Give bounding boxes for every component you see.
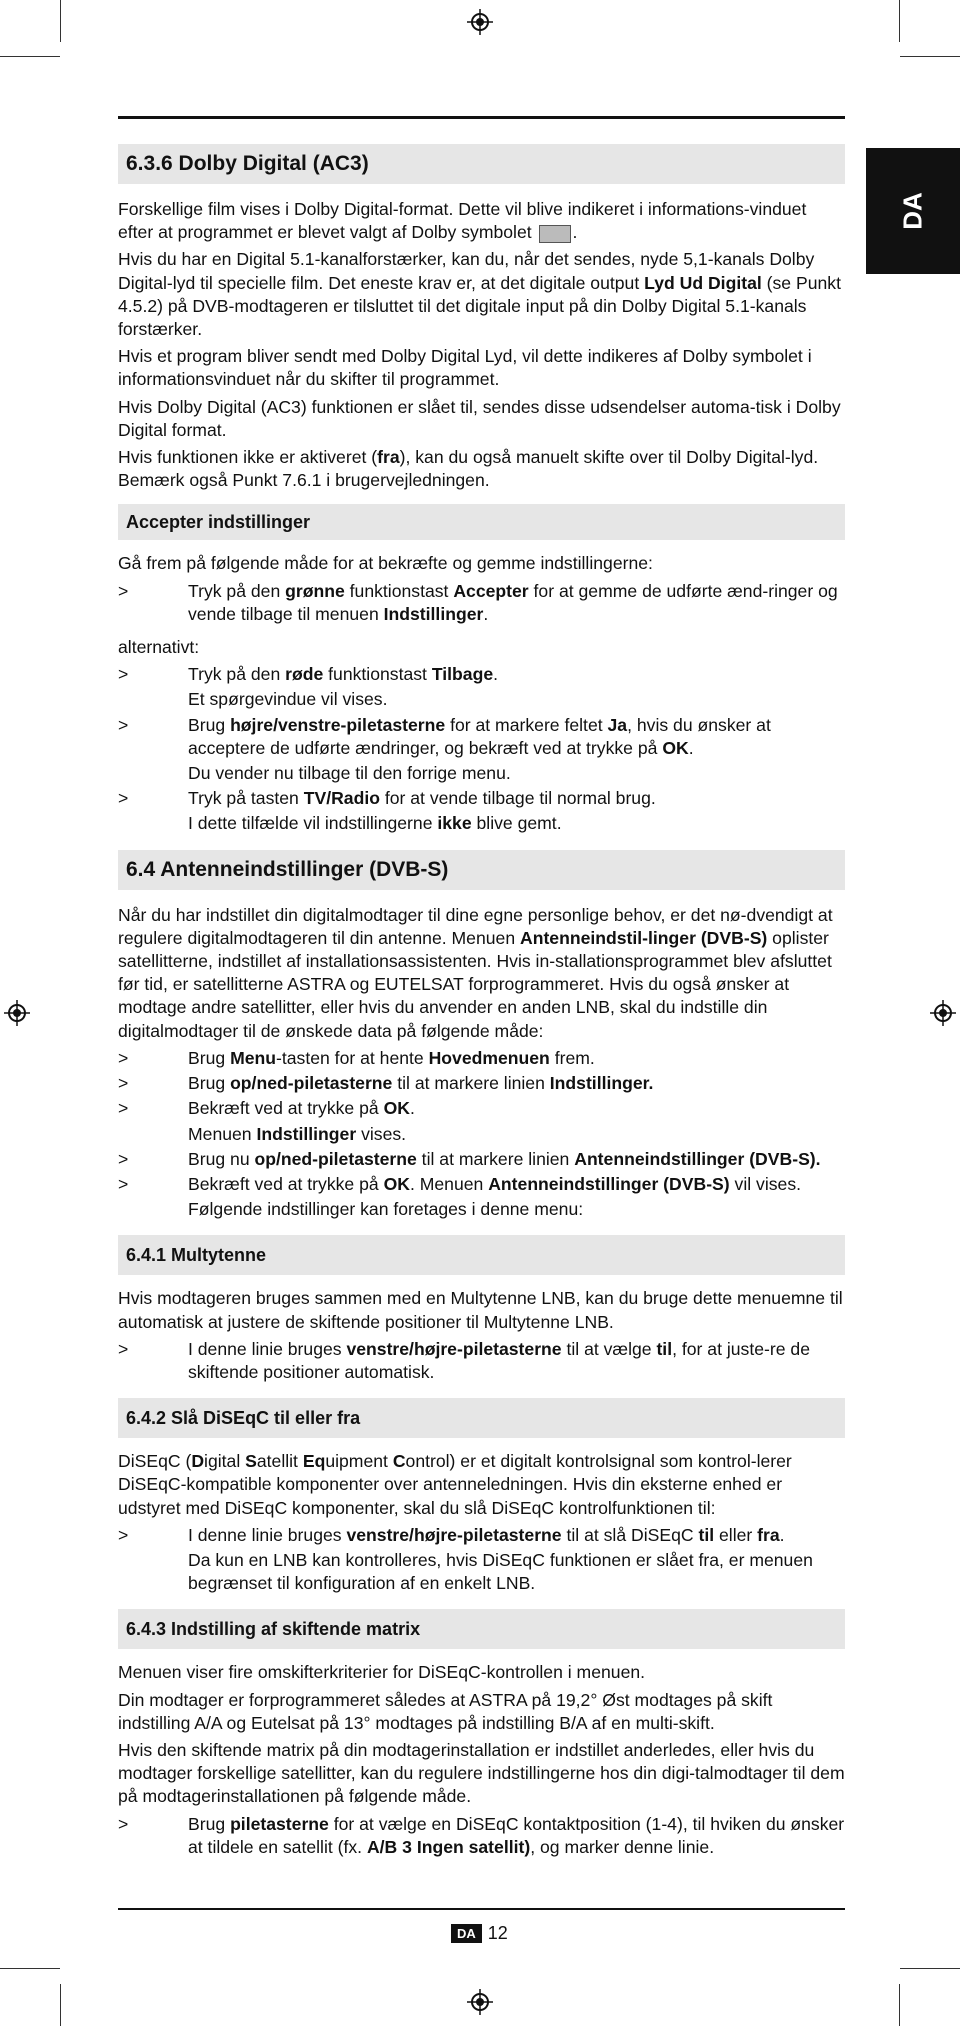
top-rule [118, 116, 845, 119]
paragraph: alternativt: [118, 637, 200, 658]
list-item: > Brug piletasterne for at vælge en DiSEqC kontaktposition (1-4), til hviken du ønsker at tildele en satellit (fx. A/B 3 Ingen satellit), og marker denne linie. [118, 1813, 845, 1857]
paragraph: Hvis Dolby Digital (AC3) funktionen er slået til, sendes disse udsendelser automa-tisk i Dolby Digital format. [118, 396, 841, 440]
paragraph: Gå frem på følgende måde for at bekræfte og gemme indstillingerne: [118, 553, 653, 574]
crop-mark [900, 1968, 960, 1969]
list-item-continuation: Menuen Indstillinger vises. [188, 1123, 407, 1144]
subsection-heading: 6.4.1 Multytenne [118, 1235, 845, 1275]
paragraph: Hvis et program bliver sendt med Dolby Digital Lyd, vil dette indikeres af Dolby symbolet i informationsvinduet når du skifter til programmet. [118, 346, 812, 390]
paragraph: Hvis du har en Digital 5.1-kanalforstærker, kan du, når det sendes, nyde 5,1-kanals Dolby Digital-lyd til specielle film. Det eneste krav er, at det digitale output Lyd Ud Digital (se Punkt 4.5.2) på DVB-modtageren er tilsluttet til det digitale input på din Dolby Digital 5.1-kanals forstærker. [118, 249, 841, 340]
subsection-heading: Accepter indstillinger [118, 504, 845, 540]
list-item-continuation: Da kun en LNB kan kontrolleres, hvis DiSEqC funktionen er slået fra, er menuen begrænset til konfiguration af en enkelt LNB. [188, 1549, 813, 1594]
list-item-continuation: Følgende indstillinger kan foretages i denne menu: [188, 1199, 584, 1220]
registration-mark-icon [4, 1000, 30, 1026]
registration-mark-icon [467, 1989, 493, 2015]
paragraph: Menuen viser fire omskifterkriterier for DiSEqC-kontrollen i menuen. [118, 1662, 646, 1683]
subsection-heading: 6.4.2 Slå DiSEqC til eller fra [118, 1398, 845, 1438]
list-item: > I denne linie bruges venstre/højre-piletasterne til at vælge til, for at juste-re de skiftende positioner automatisk. [118, 1338, 810, 1382]
section-heading: 6.4 Antenneindstillinger (DVB-S) [118, 850, 845, 890]
list-item: > Tryk på tasten TV/Radio for at vende tilbage til normal brug. [118, 788, 656, 809]
crop-mark [900, 56, 960, 57]
crop-mark [899, 0, 900, 42]
list-item: > Tryk på den røde funktionstast Tilbage. [118, 664, 499, 685]
paragraph: Hvis den skiftende matrix på din modtagerinstallation er indstillet anderledes, eller hvis du modtager forskellige satellitter, kan du regulere indstillingerne hos din digi-talmodtager til dem på modtagerinstallationen på følgende måde. [118, 1739, 845, 1807]
crop-mark [60, 1984, 61, 2026]
list-item: > Tryk på den grønne funktionstast Accepter for at gemme de udførte ænd-ringer og vende tilbage til menuen Indstillinger. [118, 580, 838, 624]
list-item-continuation: Et spørgevindue vil vises. [188, 689, 388, 710]
subsection-heading: 6.4.3 Indstilling af skiftende matrix [118, 1609, 845, 1649]
list-item: > Bekræft ved at trykke på OK. [118, 1098, 415, 1119]
list-item-continuation: Du vender nu tilbage til den forrige menu. [188, 763, 511, 784]
language-tab-label: DA [897, 192, 928, 230]
list-item-continuation: I dette tilfælde vil indstillingerne ikke blive gemt. [188, 813, 562, 834]
crop-mark [60, 0, 61, 42]
list-item: > Brug nu op/ned-piletasterne til at markere linien Antenneindstillinger (DVB-S). [118, 1148, 821, 1169]
list-item: > Brug Menu-tasten for at hente Hovedmenuen frem. [118, 1047, 595, 1068]
crop-mark [0, 56, 60, 57]
language-tab [866, 148, 960, 274]
footer-language-badge: DA [451, 1924, 482, 1943]
list-item: > Bekræft ved at trykke på OK. Menuen Antenneindstillinger (DVB-S) vil vises. [118, 1173, 802, 1194]
paragraph: DiSEqC (Digital Satellit Equipment Control) er et digitalt kontrolsignal som kontrol-lerer DiSEqC-kompatible komponenter over antenneledningen. Hvis din eksterne enhed er udstyret med DiSEqC komponenter, skal du slå DiSEqC kontrolfunktionen til: [118, 1451, 792, 1518]
registration-mark-icon [930, 1000, 956, 1026]
registration-mark-icon [467, 9, 493, 35]
crop-mark [0, 1968, 60, 1969]
paragraph: Forskellige film vises i Dolby Digital-format. Dette vil blive indikeret i informations-vinduet efter at programmet er blevet valgt af Dolby symbolet . [118, 199, 807, 243]
list-item: > Brug højre/venstre-piletasterne for at markere feltet Ja, hvis du ønsker at acceptere de udførte ændringer, og bekræft ved at trykke på OK. [118, 714, 771, 758]
list-item: > Brug op/ned-piletasterne til at markere linien Indstillinger. [118, 1073, 654, 1094]
paragraph: Hvis funktionen ikke er aktiveret (fra), kan du også manuelt skifte over til Dolby Digital-lyd. Bemærk også Punkt 7.6.1 i brugervejledningen. [118, 447, 819, 491]
paragraph: Når du har indstillet din digitalmodtager til dine egne personlige behov, er det nø-dvendigt at regulere digitalmodtageren til din antenne. Menuen Antenneindstil-linger (DVB-S) oplister satellitterne, indstillet af installationsassistenten. Hvis in-stallationsprogrammet blev afsluttet før tid, er satellitterne ASTRA og EUTELSAT forprogrammeret. Hvis du også ønsker at modtage andre satellitter, eller hvis du anvender en anden LNB, skal du indstille din digitalmodtager til de ønskede data på følgende måde: [118, 904, 833, 1041]
dolby-digital-icon [539, 225, 571, 243]
page-number: 12 [487, 1922, 508, 1943]
bottom-rule [118, 1908, 845, 1910]
paragraph: Din modtager er forprogrammeret således at ASTRA på 19,2° Øst modtages på skift indstilling A/A og Eutelsat på 13° modtages på indstilling B/A af en multi-skift. [118, 1689, 773, 1733]
crop-mark [899, 1984, 900, 2026]
list-item: > I denne linie bruges venstre/højre-piletasterne til at slå DiSEqC til eller fra. [118, 1524, 785, 1545]
paragraph: Hvis modtageren bruges sammen med en Multytenne LNB, kan du bruge dette menuemne til automatisk at justere de skiftende positioner til Multytenne LNB. [118, 1288, 843, 1332]
page-content [118, 144, 845, 1861]
page-footer [451, 1922, 508, 1944]
section-heading: 6.3.6 Dolby Digital (AC3) [118, 144, 845, 184]
